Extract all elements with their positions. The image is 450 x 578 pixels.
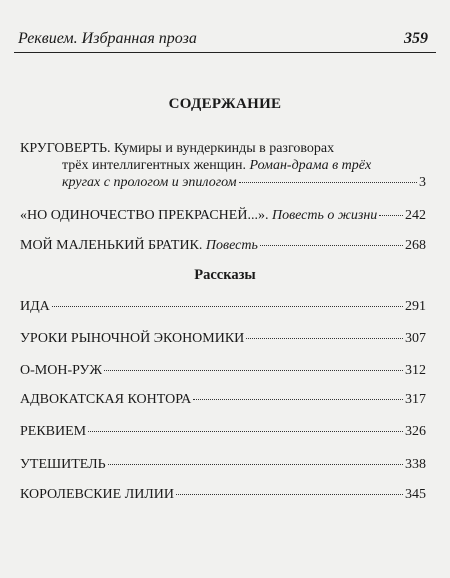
toc-page-number: 3 [419, 175, 426, 190]
toc-page-number: 338 [405, 457, 426, 472]
toc-entry-genre: кругах с прологом и эпилогом [62, 175, 237, 190]
toc-entry-title-line [20, 237, 258, 254]
toc-entry-title: МОЙ МАЛЕНЬКИЙ БРАТИК. [20, 238, 203, 253]
toc-story [20, 486, 426, 503]
toc-entry-continuation [20, 157, 426, 174]
toc-entry-desc: Кумиры и вундеркинды в разговорах [110, 141, 335, 156]
toc-entry-desc: трёх интеллигентных женщин. [62, 158, 250, 173]
dot-leader [52, 306, 403, 307]
toc-entry-genre: Роман-драма в трёх [249, 158, 372, 173]
dot-leader [260, 245, 403, 246]
header-rule [14, 52, 436, 53]
toc-story [20, 362, 426, 379]
toc-page-number: 268 [405, 238, 426, 253]
toc-entry-genre: Повесть [202, 238, 258, 253]
book-title: Реквием. Избранная проза [18, 30, 197, 47]
toc-story [20, 298, 426, 315]
toc-entry-odinochestvo [20, 207, 426, 224]
toc-page-number: 326 [405, 424, 426, 439]
toc-entry-title: «НО ОДИНОЧЕСТВО ПРЕКРАСНЕЙ...». [20, 208, 269, 223]
toc-entry-krugoverte [20, 140, 426, 191]
toc-page-number: 317 [405, 392, 426, 407]
dot-leader [193, 399, 403, 400]
dot-leader [239, 182, 417, 183]
toc-story-title: О-МОН-РУЖ [20, 363, 102, 378]
toc-page-number: 345 [405, 487, 426, 502]
toc-story [20, 391, 426, 408]
dot-leader [104, 370, 403, 371]
toc-story [20, 423, 426, 440]
toc-entry-line [20, 140, 426, 157]
toc-entry-title: КРУГОВЕРТЬ. [20, 141, 111, 156]
toc-entry-genre: Повесть о жизни [268, 208, 378, 223]
toc-story-title: УТЕШИТЕЛЬ [20, 457, 106, 472]
toc-story [20, 330, 426, 347]
dot-leader [379, 215, 403, 216]
toc-page-number: 242 [405, 208, 426, 223]
stories-heading: Рассказы [194, 267, 256, 283]
toc-story-title: КОРОЛЕВСКИЕ ЛИЛИИ [20, 487, 175, 502]
toc-entry-title-line [20, 207, 377, 224]
page-number: 359 [404, 30, 428, 47]
dot-leader [246, 338, 403, 339]
running-header [18, 24, 428, 48]
dot-leader [108, 464, 403, 465]
toc-entry-continuation [20, 174, 426, 191]
contents-heading: СОДЕРЖАНИЕ [168, 96, 282, 112]
toc-page-number: 291 [405, 299, 426, 314]
toc-page-number: 312 [405, 363, 426, 378]
toc-story-title: УРОКИ РЫНОЧНОЙ ЭКОНОМИКИ [20, 331, 245, 346]
toc-page-number: 307 [405, 331, 426, 346]
toc-story [20, 456, 426, 473]
toc-story-title: АДВОКАТСКАЯ КОНТОРА [20, 392, 192, 407]
toc-story-title: ИДА [20, 299, 50, 314]
toc-story-title: РЕКВИЕМ [20, 424, 87, 439]
toc-entry-bratik [20, 237, 426, 254]
dot-leader [88, 431, 403, 432]
dot-leader [176, 494, 403, 495]
